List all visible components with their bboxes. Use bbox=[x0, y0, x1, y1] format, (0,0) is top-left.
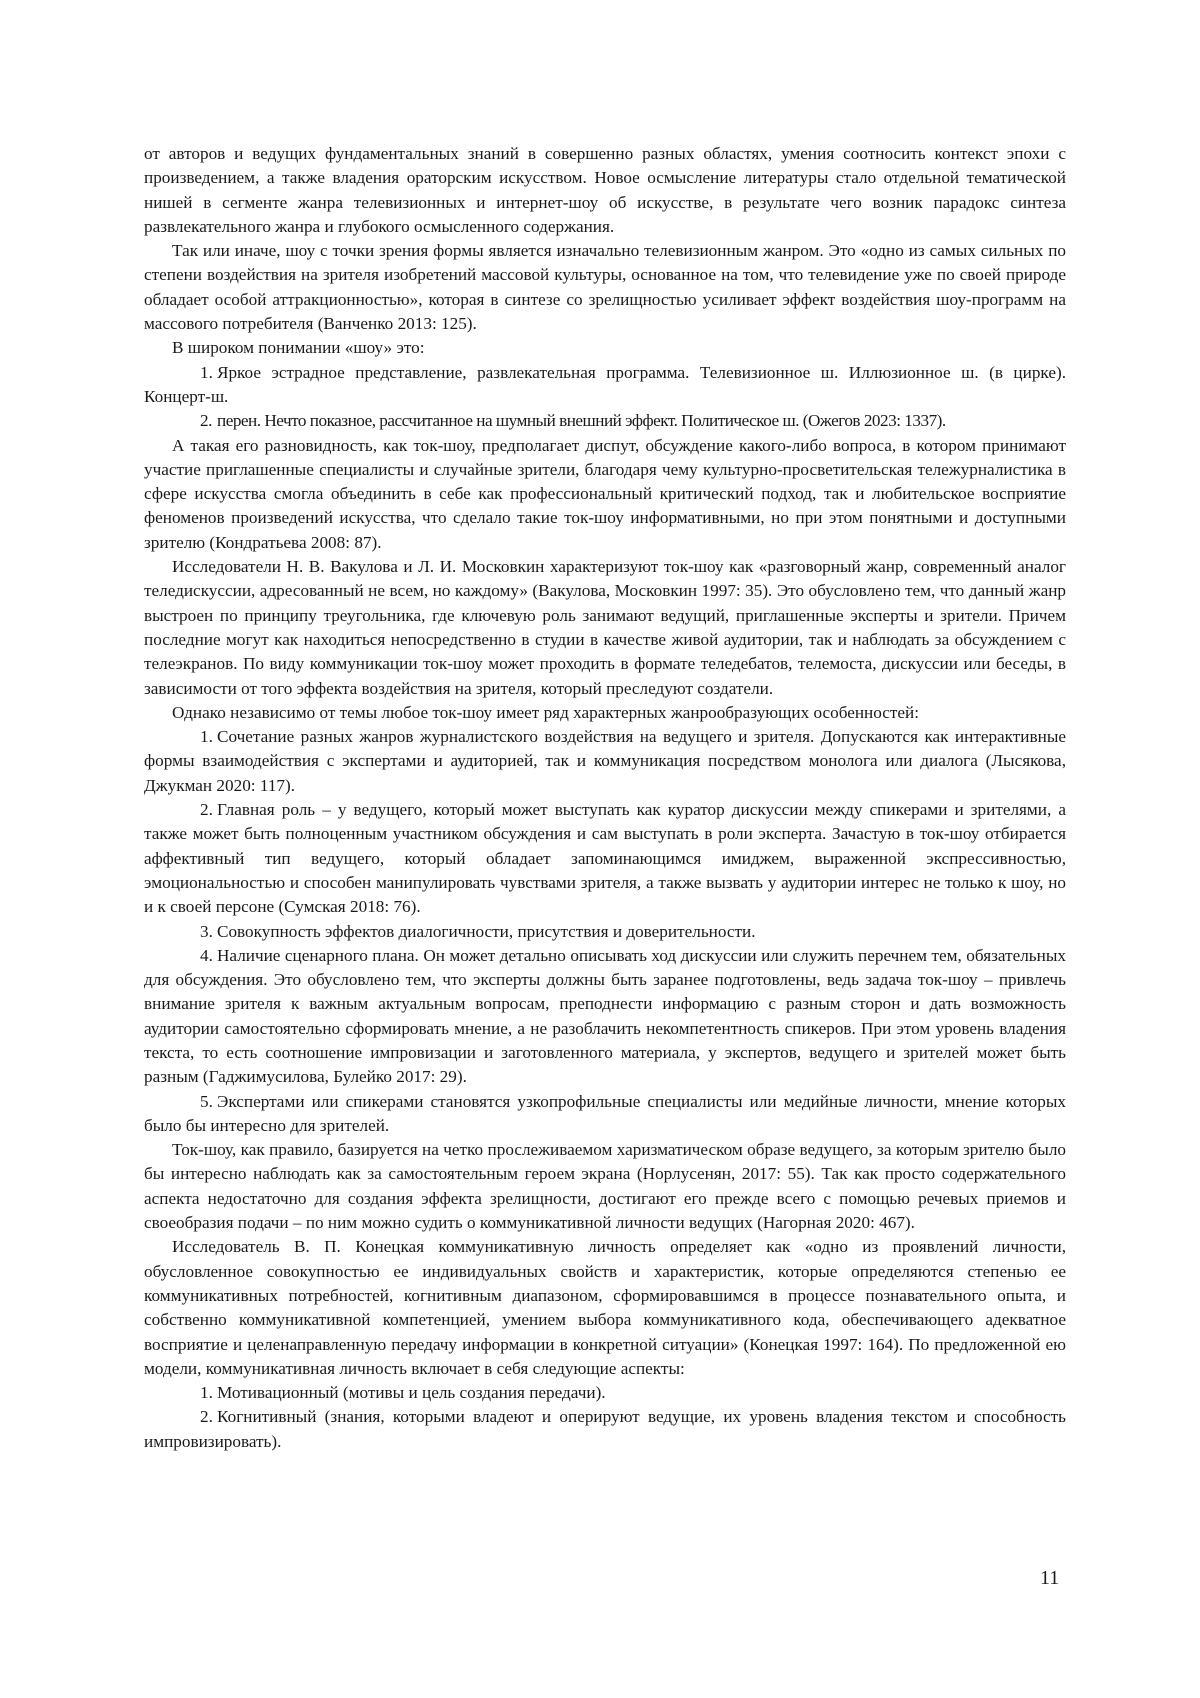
paragraph-continuation: от авторов и ведущих фундаментальных знаний в совершенно разных областях, умения соотносить контекст эпохи с произведением, а также владения ораторским искусством. Новое осмысление литературы стало отдельной тематической нишей в сегменте жанра телевизионных и интернет-шоу об искусстве, в результате чего возник парадокс синтеза развлекательного жанра и глубокого осмысленного содержания. bbox=[144, 144, 1066, 236]
list-item bbox=[144, 409, 1066, 433]
paragraph: Ток-шоу, как правило, базируется на четко прослеживаемом харизматическом образе ведущего, за которым зрителю было бы интересно наблюдать как за самостоятельным героем экрана (Норлусенян, 2017: 55). Так как просто содержательного аспекта недостаточно для создания эффекта зрелищности, достигают его прежде всего с помощью речевых приемов и своеобразия подачи – по ним можно судить о коммуникативной личности ведущих (Нагорная 2020: 467). bbox=[144, 1140, 1066, 1233]
paragraph: В широком понимании «шоу» это: bbox=[172, 338, 425, 358]
paragraph: Исследователи Н. В. Вакулова и Л. И. Московкин характеризуют ток-шоу как «разговорный жанр, современный аналог теледискуссии, адресованный не всем, но каждому» (Вакулова, Московкин 1997: 35). Это обусловлено тем, что данный жанр выстроен по принципу треугольника, где ключевую роль занимают ведущий, приглашенные эксперты и зрители. Причем последние могут как находиться непосредственно в студии в качестве живой аудитории, так и наблюдать за обсуждением с телеэкранов. По виду коммуникации ток-шоу может проходить в формате теледебатов, телемоста, дискуссии или беседы, в зависимости от того эффекта воздействия на зрителя, который преследуют создатели. bbox=[144, 557, 1066, 698]
list-item-number: 3. bbox=[200, 921, 213, 941]
list-item-number: 2. bbox=[200, 800, 213, 820]
list-item bbox=[144, 725, 1066, 798]
list-item-text: Мотивационный (мотивы и цель создания передачи). bbox=[217, 1383, 606, 1403]
list-item-text: Сочетание разных жанров журналистского воздействия на ведущего и зрителя. Допускаются как интерактивные формы взаимодействия с экспертами и аудиторией, так и коммуникация посредством монолога или диалога (Лысякова, Джукман 2020: 117). bbox=[144, 727, 1066, 795]
list-item-number: 1. bbox=[200, 362, 213, 382]
paragraph: А такая его разновидность, как ток-шоу, предполагает диспут, обсуждение какого-либо вопроса, в котором принимают участие приглашенные специалисты и случайные зрители, благодаря чему культурно-просветительская тележурналистика в сфере искусства смогла объединить в себе как профессиональный критический подход, так и любительское восприятие феноменов произведений искусства, что сделало такие ток-шоу информативными, но при этом понятными и доступными зрителю (Кондратьева 2008: 87). bbox=[144, 435, 1066, 552]
list-item-text: Когнитивный (знания, которыми владеют и оперируют ведущие, их уровень владения текстом и способность импровизировать). bbox=[144, 1407, 1066, 1451]
page-number: 11 bbox=[1040, 1567, 1060, 1589]
paragraph: Так или иначе, шоу с точки зрения формы является изначально телевизионным жанром. Это «одно из самых сильных по степени воздействия на зрителя изобретений массовой культуры, основанное на том, что телевидение уже по своей природе обладает особой аттракционностью», которая в синтезе со зрелищностью усиливает эффект воздействия шоу-программ на массового потребителя (Ванченко 2013: 125). bbox=[144, 241, 1066, 334]
paragraph: Исследователь В. П. Конецкая коммуникативную личность определяет как «одно из проявлений личности, обусловленное совокупностью ее индивидуальных свойств и характеристик, которые определяются степенью ее коммуникативных потребностей, когнитивным диапазоном, сформировавшимся в процессе познавательного опыта, и собственно коммуникативной компетенцией, умением выбора коммуникативного кода, обеспечивающего адекватное восприятие и целенаправленную передачу информации в конкретной ситуации» (Конецкая 1997: 164). По предложенной ею модели, коммуникативная личность включает в себя следующие аспекты: bbox=[144, 1237, 1066, 1378]
list-item-text: Совокупность эффектов диалогичности, присутствия и доверительности. bbox=[217, 921, 756, 941]
list-item bbox=[144, 1090, 1066, 1139]
list-item-number: 5. bbox=[200, 1091, 213, 1111]
list-item-text: Яркое эстрадное представление, развлекательная программа. Телевизионное ш. Иллюзионное ш. (в цирке). Концерт-ш. bbox=[144, 362, 1066, 406]
list-item-text: Экспертами или спикерами становятся узкопрофильные специалисты или медийные личности, мнение которых было бы интересно для зрителей. bbox=[144, 1091, 1066, 1135]
list-item-text: Главная роль – у ведущего, который может выступать как куратор дискуссии между спикерами и зрителями, а также может быть полноценным участником обсуждения и сам выступать в роли эксперта. Зачастую в ток-шоу отбирается аффективный тип ведущего, который обладает запоминающимся имиджем, выраженной экспрессивностью, эмоциональностью и способен манипулировать чувствами зрителя, а также вызвать у аудитории интерес не только к шоу, но и к своей персоне (Сумская 2018: 76). bbox=[144, 800, 1066, 917]
list-item bbox=[144, 1405, 1066, 1454]
list-item-text: перен. Нечто показное, рассчитанное на шумный внешний эффект. Политическое ш. (Ожегов 2023: 1337). bbox=[217, 411, 946, 431]
list-item bbox=[144, 944, 1066, 1090]
list-item bbox=[144, 798, 1066, 919]
list-item bbox=[144, 361, 1066, 410]
document-page bbox=[144, 142, 1066, 1454]
paragraph: Однако независимо от темы любое ток-шоу имеет ряд характерных жанрообразующих особенностей: bbox=[172, 702, 920, 722]
list-item-number: 4. bbox=[200, 945, 213, 965]
list-item-text: Наличие сценарного плана. Он может детально описывать ход дискуссии или служить перечнем тем, обязательных для обсуждения. Это обусловлено тем, что эксперты должны быть заранее подготовлены, ведь задача ток-шоу – привлечь внимание зрителя к важным актуальным вопросам, преподнести информацию с разным сторон и дать возможность аудитории самостоятельно сформировать мнение, а не разоблачить некомпетентность спикеров. При этом уровень владения текста, то есть соотношение импровизации и заготовленного материала, у экспертов, ведущего и зрителей может быть разным (Гаджимусилова, Булейко 2017: 29). bbox=[144, 945, 1066, 1087]
list-item bbox=[144, 1381, 1066, 1405]
list-item-number: 2. bbox=[200, 1407, 213, 1427]
list-item-number: 1. bbox=[200, 1383, 213, 1403]
list-item bbox=[144, 920, 1066, 944]
list-item-number: 1. bbox=[200, 727, 213, 747]
list-item-number: 2. bbox=[200, 411, 212, 431]
